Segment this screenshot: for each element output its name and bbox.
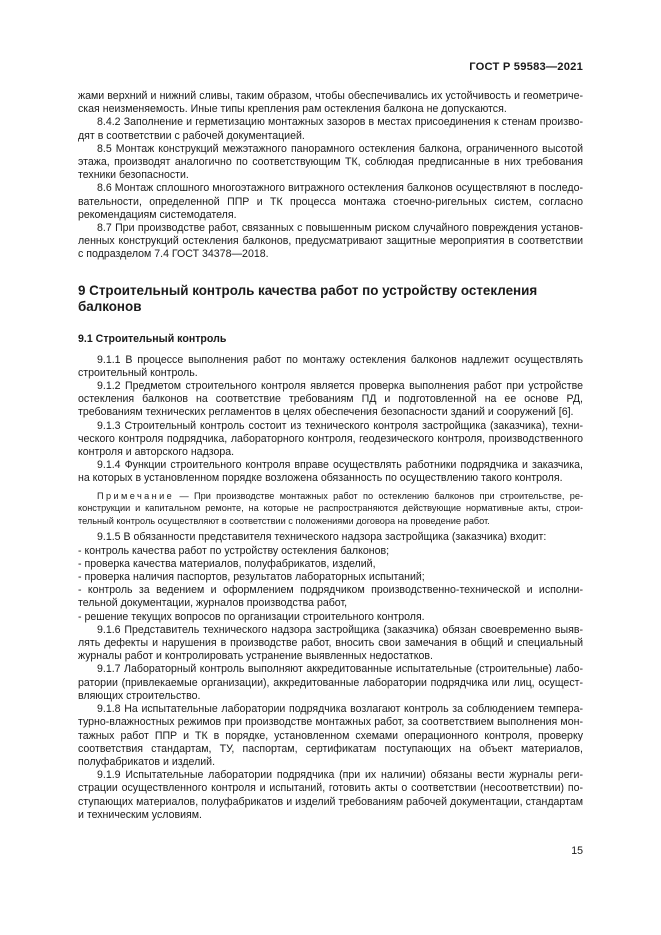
paragraph: 9.1.2 Предметом строительного контроля является проверка выполнения работ при устройстве остекления балконов на соответствие требованиям ПД и подготовленной на ее основе РД, требованиям технических регламентов в целях обеспечения безопасности зданий и сооружений [6].	[78, 380, 583, 419]
subsection-title: 9.1 Строительный контроль	[78, 332, 227, 345]
note-text: При производстве монтажных работ по остеклению балконов при строительстве, реконструкции и капитальном ремонте, на которые не распространяются действующие нормативные акты, строительный контроль осуществляют в соответствии с положениями договора на проведение работ.	[78, 490, 584, 526]
list-item: - контроль за ведением и оформлением подрядчиком производственно-технической и исполнительной документации, журналов производства работ,	[78, 584, 583, 610]
paragraph: 9.1.7 Лабораторный контроль выполняют аккредитованные испытательные (строительные) лаборатории (привлекаемые организации), аккредитованные лаборатории подрядчика или лиц, осуществляющих строительство.	[78, 663, 583, 702]
bottom-paragraphs	[78, 531, 583, 821]
page-content	[78, 90, 583, 822]
document-id-header: ГОСТ Р 59583—2021	[469, 61, 583, 73]
paragraph: 8.4.2 Заполнение и герметизацию монтажных зазоров в местах присоединения к стенам производят в соответствии с рабочей документацией.	[78, 116, 583, 142]
list-item: - проверка наличия паспортов, результатов лабораторных испытаний;	[78, 571, 425, 584]
paragraph: 9.1.4 Функции строительного контроля вправе осуществлять работники подрядчика и заказчика, на которых в установленном порядке возложена обязанность по осуществлению такого контроля.	[78, 459, 583, 485]
section-title: 9 Строительный контроль качества работ по устройству остекления балконов	[78, 282, 538, 315]
list-item: - контроль качества работ по устройству остекления балконов;	[78, 544, 390, 557]
paragraph: 9.1.1 В процессе выполнения работ по монтажу остекления балконов надлежит осуществлять строительный контроль.	[78, 353, 583, 379]
paragraph: 9.1.8 На испытательные лаборатории подрядчика возлагают контроль за соблюдением температурно-влажностных режимов при производстве монтажных работ, за соответствием выполнения монтажных работ ППР и ТК в порядке, установленном схемами операционного контроля, проверку соответствия стандартам, ТУ, паспортам, сертификатам поступающих на объект материалов, полуфабрикатов и изделий.	[78, 703, 583, 768]
top-paragraphs	[78, 90, 583, 262]
paragraph: 9.1.3 Строительный контроль состоит из технического контроля застройщика (заказчика), технического контроля подрядчика, лабораторного контроля, геодезического контроля, производственного контроля и авторского надзора.	[78, 419, 583, 459]
middle-paragraphs	[78, 354, 583, 486]
paragraph: 9.1.9 Испытательные лаборатории подрядчика (при их наличии) обязаны вести журналы регистрации осуществленного контроля и испытаний, готовить акты о соответствии (несоответствии) поступающих материалов, полуфабрикатов и изделий требованиям рабочей документации, стандартам и техническим условиям.	[78, 769, 583, 821]
note-dash: —	[174, 490, 194, 501]
note	[78, 490, 583, 528]
paragraph: 8.7 При производстве работ, связанных с повышенным риском случайного повреждения установленных конструкций остекления балконов, предусматривают защитные мероприятия в соответствии с подразделом 7.4 ГОСТ 34378—2018.	[78, 222, 583, 261]
paragraph: 9.1.5 В обязанности представителя технического надзора застройщика (заказчика) входит:	[97, 531, 547, 544]
paragraph: 8.5 Монтаж конструкций межэтажного панорамного остекления балкона, ограниченного высотой этажа, производят аналогично по соответствующим ТК, соблюдая предписанные в них требования техники безопасности.	[78, 142, 583, 182]
list-item: - проверка качества материалов, полуфабрикатов, изделий,	[78, 557, 376, 570]
paragraph: 9.1.6 Представитель технического надзора застройщика (заказчика) обязан своевременно выявлять дефекты и нарушения в производстве работ, вносить свои замечания в общий и специальный журналы работ и контролировать устранение выявленных недостатков.	[78, 623, 583, 663]
paragraph: 8.6 Монтаж сплошного многоэтажного витражного остекления балконов осуществляют в последовательности, определенной ППР и ТК процесса монтажа стоечно-ригельных систем, согласно рекомендациям системодателя.	[78, 182, 583, 221]
page-number: 15	[571, 845, 583, 857]
note-label: Примечание	[97, 490, 175, 501]
list-item: - решение текущих вопросов по организации строительного контроля.	[78, 610, 425, 623]
paragraph: жами верхний и нижний сливы, таким образом, чтобы обеспечивались их устойчивость и геометрическая неизменяемость. Иные типы крепления рам остекления балкона не допускаются.	[78, 90, 583, 116]
